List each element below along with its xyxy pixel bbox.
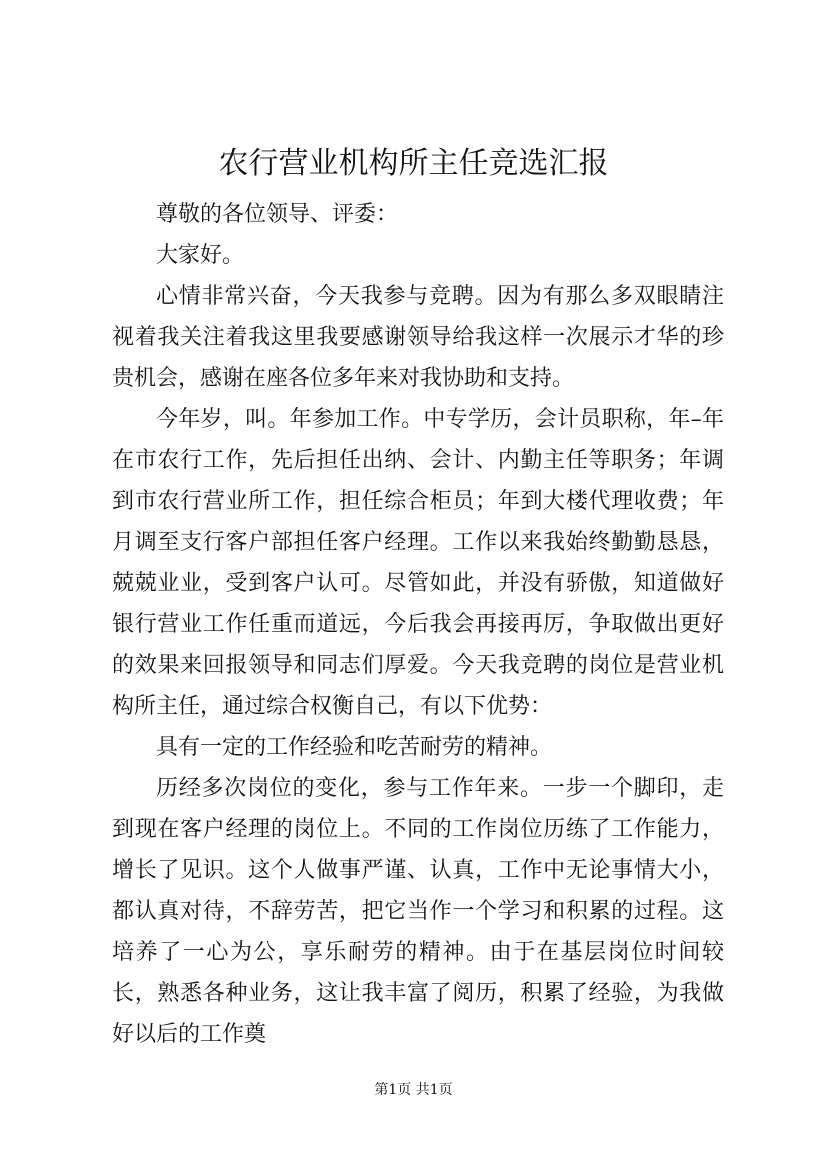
paragraph-background: 今年岁，叫。年参加工作。中专学历，会计员职称，年–年在市农行工作，先后担任出纳、会计、内勤主任等职务；年调到市农行营业所工作，担任综合柜员；年到大楼代理收费；年月调至支行客户部担任客户经理。工作以来我始终勤勤恳恳，兢兢业业，受到客户认可。尽管如此，并没有骄傲，知道做好银行营业工作任重而道远，今后我会再接再厉，争取做出更好的效果来回报领导和同志们厚爱。今天我竞聘的岗位是营业机构所主任，通过综合权衡自己，有以下优势：	[112, 407, 724, 719]
document-body	[112, 194, 724, 1055]
paragraph-opening: 心情非常兴奋，今天我参与竞聘。因为有那么多双眼睛注视着我关注着我这里我要感谢领导给我这样一次展示才华的珍贵机会，感谢在座各位多年来对我协助和支持。	[112, 284, 724, 391]
paragraph-advantage-heading: 具有一定的工作经验和吃苦耐劳的精神。	[156, 735, 553, 760]
paragraph-experience: 历经多次岗位的变化，参与工作年来。一步一个脚印，走到现在客户经理的岗位上。不同的工作岗位历练了工作能力，增长了见识。这个人做事严谨、认真，工作中无论事情大小，都认真对待，不辞劳苦，把它当作一个学习和积累的过程。这培养了一心为公，享乐耐劳的精神。由于在基层岗位时间较长，熟悉各种业务，这让我丰富了阅历，积累了经验，为我做好以后的工作奠	[112, 776, 724, 1047]
paragraph-greeting: 大家好。	[156, 243, 245, 268]
page-footer: 第1页 共1页	[374, 1082, 453, 1098]
document-title: 农行营业机构所主任竞选汇报	[218, 146, 609, 181]
paragraph-salutation: 尊敬的各位领导、评委：	[156, 202, 399, 227]
